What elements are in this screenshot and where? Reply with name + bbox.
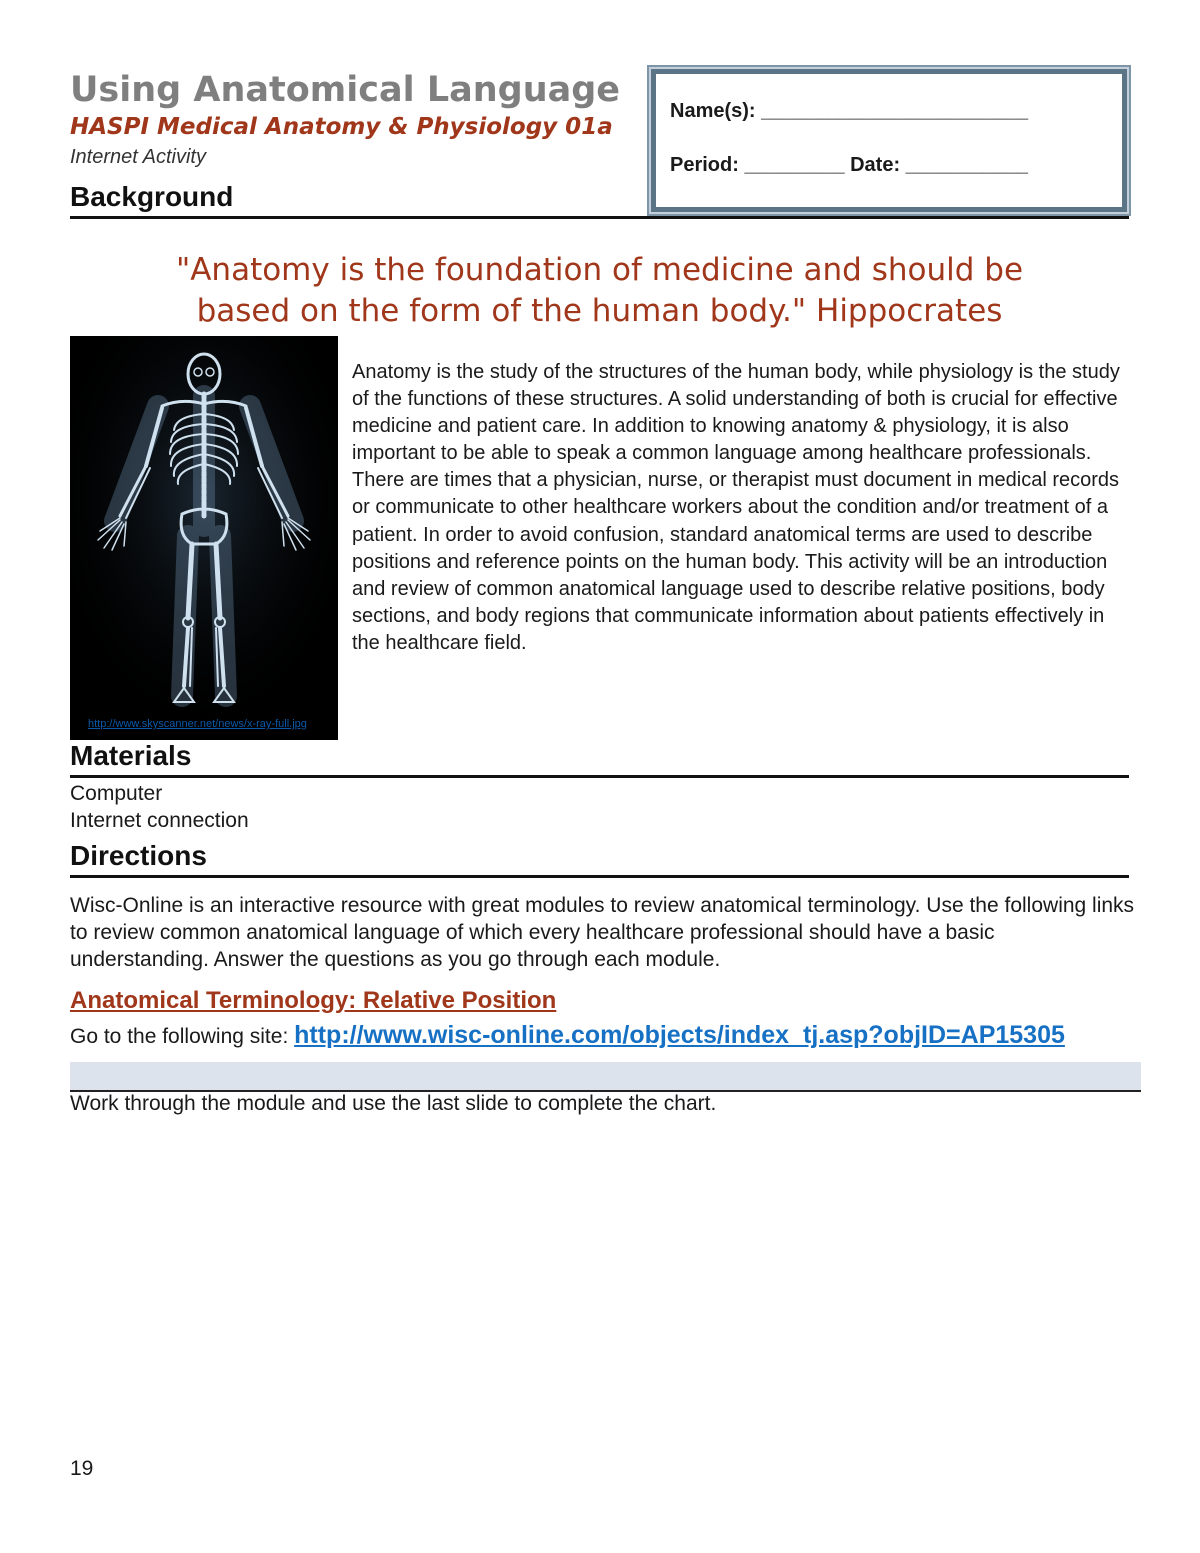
directions-paragraph: Wisc-Online is an interactive resource with great modules to review anatomical terminology. Use the following links to review common anatomical language of which every healthcare professional should have a basic understanding. Answer the questions as you go through each module. — [70, 894, 1135, 971]
hippocrates-quote — [70, 250, 1129, 332]
period-date-field[interactable]: Period: _________ Date: ___________ — [670, 154, 1029, 176]
material-item-computer: Computer — [70, 782, 163, 805]
name-field[interactable]: Name(s): ________________________ — [670, 100, 1029, 122]
materials-heading: Materials — [70, 740, 1129, 778]
material-item-internet: Internet connection — [70, 809, 249, 832]
work-instructions: Work through the module and use the last slide to complete the chart. — [70, 1092, 717, 1115]
wisc-online-link[interactable]: http://www.wisc-online.com/objects/index_tj.asp?objID=AP15305 — [294, 1021, 1065, 1049]
quote-line-2: based on the form of the human body." Hippocrates — [196, 293, 1003, 329]
goto-site-prefix: Go to the following site: — [70, 1025, 295, 1048]
document-title: Using Anatomical Language — [70, 70, 621, 110]
materials-list — [70, 780, 249, 834]
shaded-divider — [70, 1062, 1141, 1092]
activity-type: Internet Activity — [70, 146, 206, 168]
page-number: 19 — [70, 1457, 94, 1480]
skeleton-xray-image — [70, 336, 338, 740]
background-paragraph: Anatomy is the study of the structures of the human body, while physiology is the study of the functions of these structures. A solid understanding of both is crucial for effective medicine and patient care. In addition to knowing anatomy & physiology, it is also important to be able to speak a common language among healthcare professionals. There are times that a physician, nurse, or therapist must document in medical records or communicate to other healthcare workers about the condition and/or treatment of a patient. In order to avoid confusion, standard anatomical terms are used to describe positions and reference points on the human body. This activity will be an introduction and review of common anatomical language used to describe relative positions, body sections, and body regions that communicate information about patients effectively in the healthcare field. — [352, 361, 1120, 654]
course-subtitle: HASPI Medical Anatomy & Physiology 01a — [70, 114, 613, 140]
background-heading: Background — [70, 181, 1129, 219]
goto-site-line — [70, 1021, 1065, 1050]
module-title: Anatomical Terminology: Relative Position — [70, 987, 557, 1014]
directions-heading: Directions — [70, 840, 1129, 878]
skeleton-figure — [70, 336, 338, 740]
image-credit-link[interactable]: http://www.skyscanner.net/news/x-ray-full.jpg — [88, 718, 307, 730]
quote-line-1: "Anatomy is the foundation of medicine and should be — [175, 252, 1024, 288]
